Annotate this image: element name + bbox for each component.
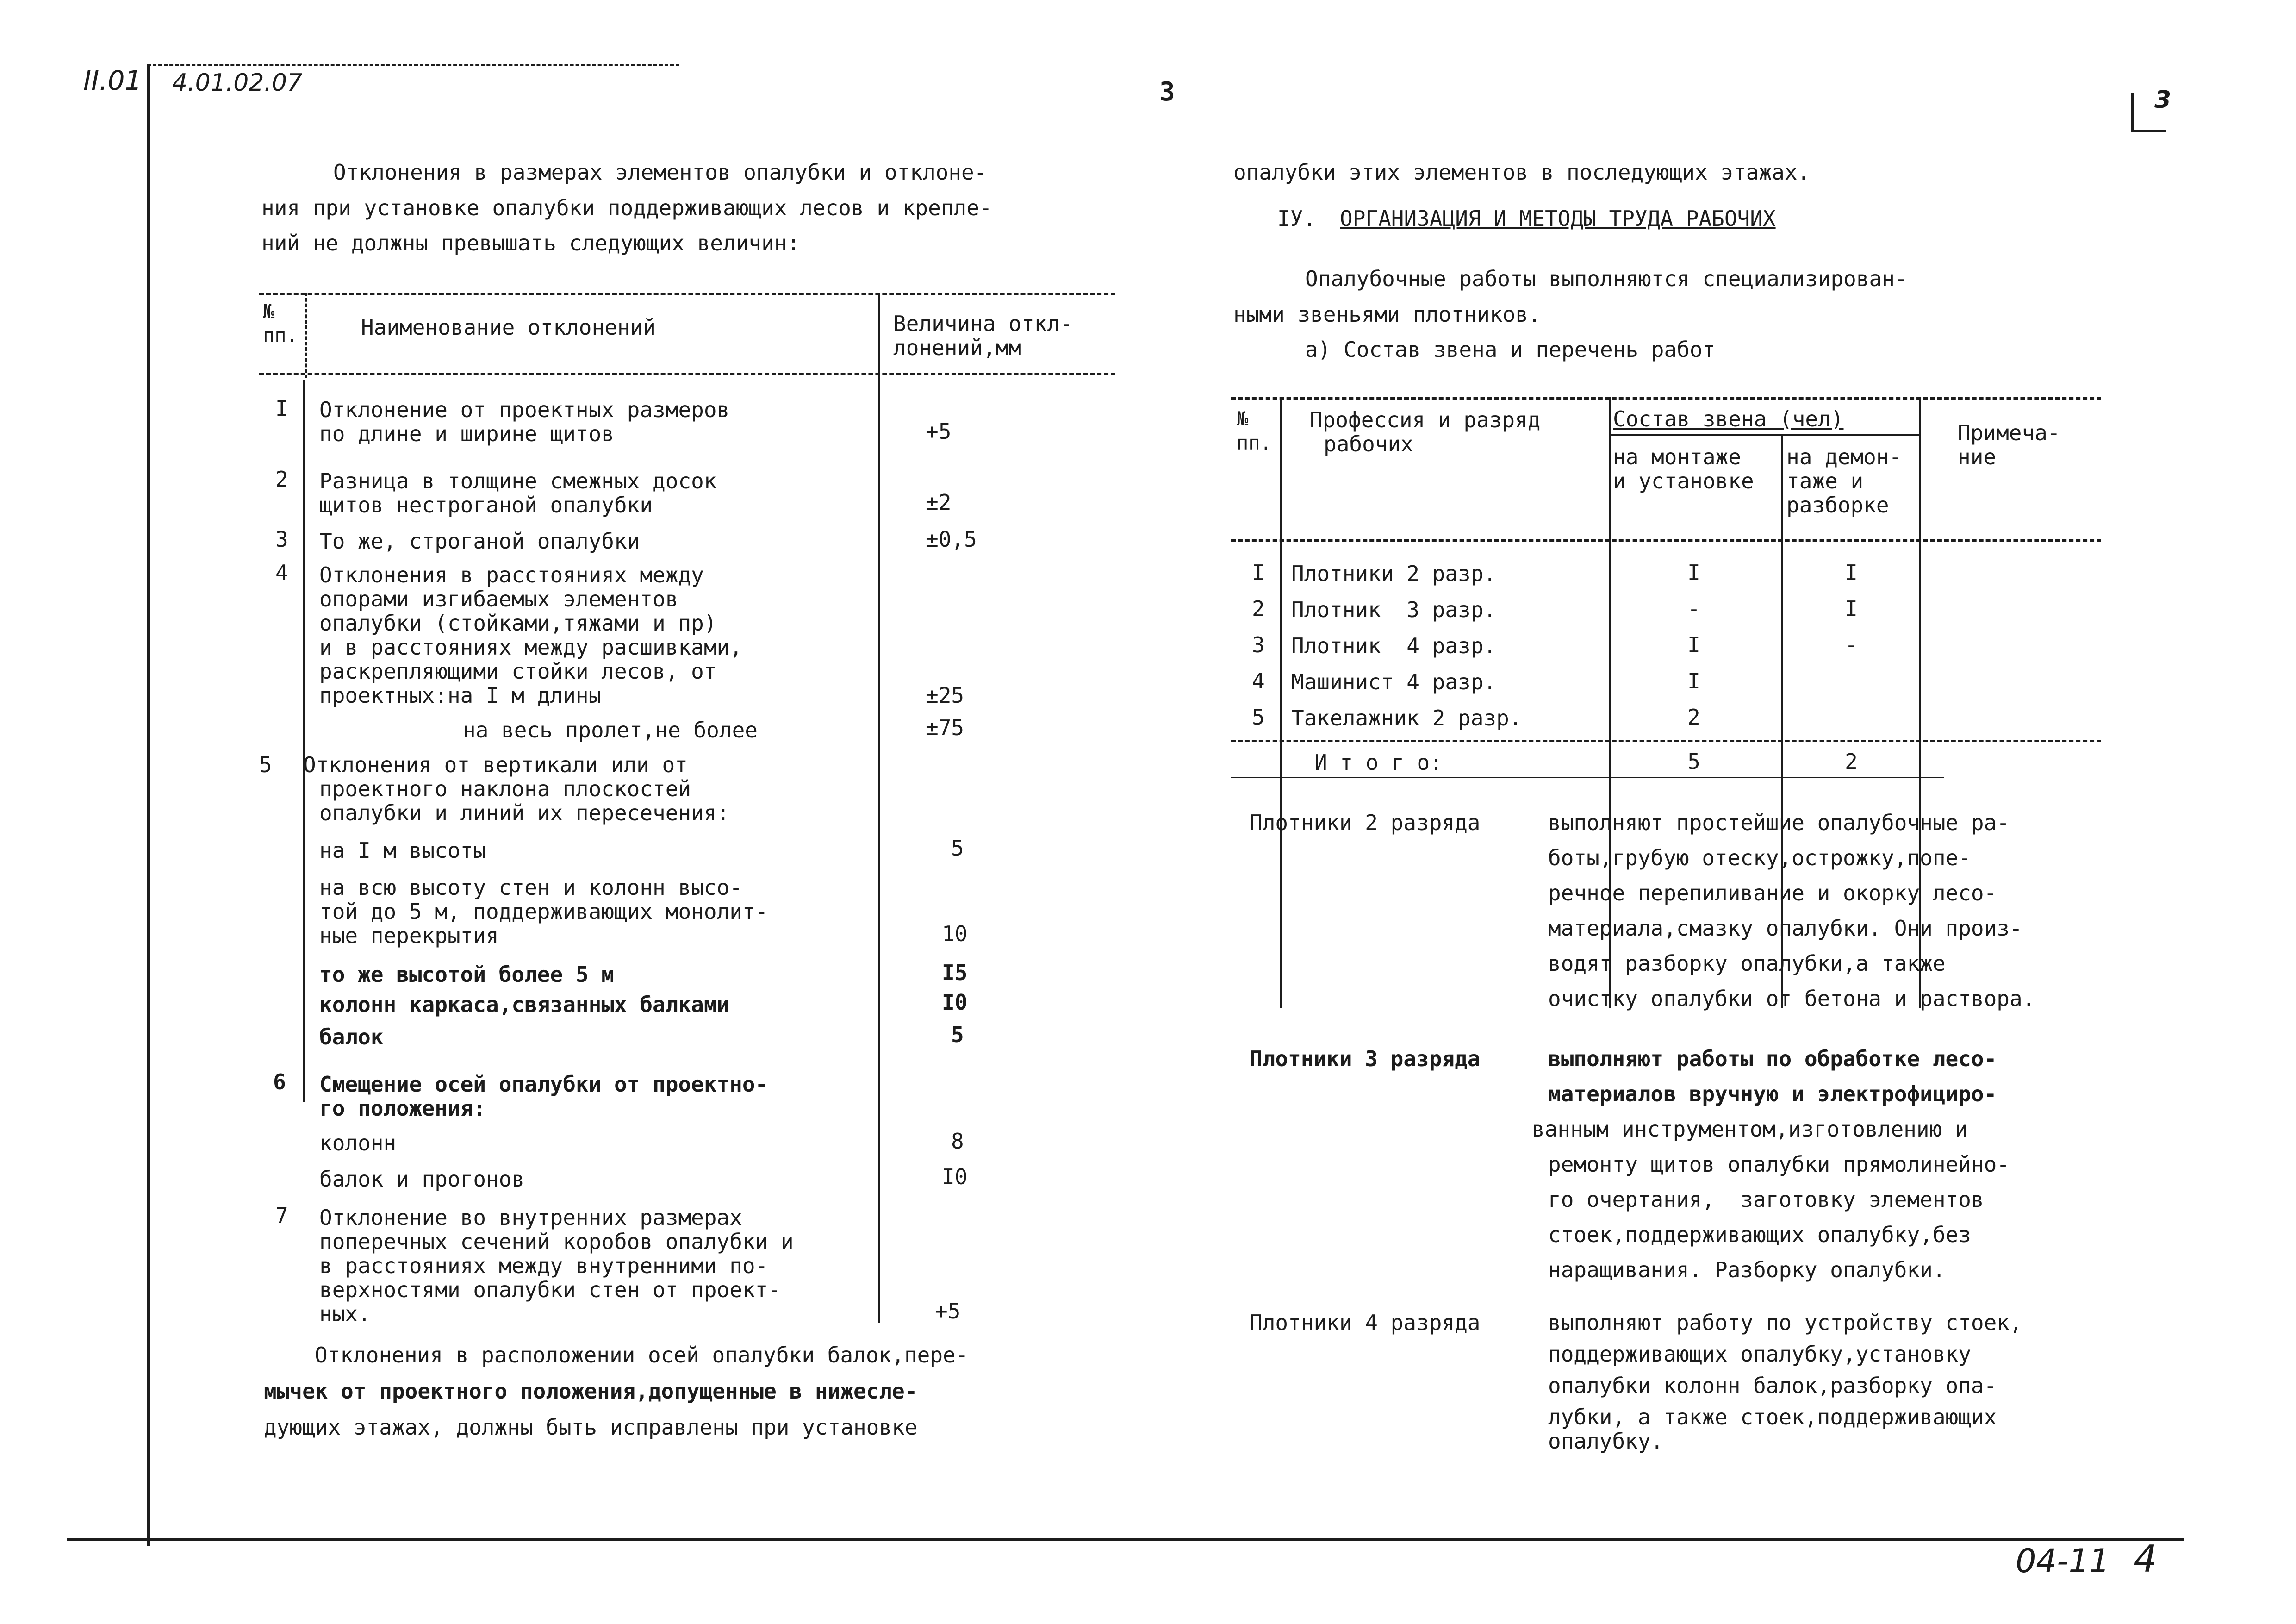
corner-mark-bracket-h — [2131, 130, 2166, 132]
right-table-h-num-2: пп. — [1237, 431, 1272, 454]
left-row-text: проектного наклона плоскостей — [319, 776, 691, 801]
left-intro-line-3: ний не должны превышать следующих величин: — [261, 231, 800, 256]
left-row-value: I0 — [942, 1164, 968, 1189]
left-table-h-value-2: лонений,мм — [893, 335, 1021, 360]
right-total-dismount: 2 — [1845, 749, 1858, 774]
left-row-value: I0 — [942, 990, 968, 1015]
duty-line: наращивания. Разборку опалубки. — [1548, 1257, 1946, 1282]
left-row-text: щитов нестроганой опалубки — [319, 493, 653, 518]
right-subtitle: а) Состав звена и перечень работ — [1305, 337, 1716, 362]
duty-line: лубки, а также стоек,поддерживающих — [1548, 1405, 1997, 1430]
left-row-text: Отклонение от проектных размеров — [319, 397, 730, 422]
left-after-line-1: Отклонения в расположении осей опалубки балок,пере- — [315, 1343, 969, 1368]
duty-line: поддерживающих опалубку,установку — [1548, 1342, 1971, 1367]
left-row-text: ных. — [319, 1301, 371, 1326]
right-table-h-mount-1: на монтаже — [1613, 444, 1741, 469]
right-table-h-note-2: ние — [1958, 444, 1997, 469]
right-table-h-group: Состав звена (чел) — [1613, 406, 1844, 431]
right-table-total-rule — [1231, 740, 2101, 742]
right-row-num: 4 — [1252, 668, 1265, 693]
duty-line: опалубку. — [1548, 1429, 1664, 1454]
right-table-bottom-rule — [1231, 777, 1944, 778]
left-row-text: балок и прогонов — [319, 1167, 525, 1192]
left-row-text: на всю высоту стен и колонн высо- — [319, 875, 742, 900]
right-row-prof: Машинист 4 разр. — [1291, 669, 1497, 694]
duty-line: выполняют простейшие опалубочные ра- — [1548, 810, 2010, 835]
left-table-h-num-2: пп. — [263, 324, 298, 347]
section-number: IУ. — [1277, 206, 1316, 231]
duty-label: Плотники 3 разряда — [1250, 1046, 1481, 1071]
right-table-h-num-1: № — [1237, 407, 1249, 430]
left-row-value: ±0,5 — [926, 527, 977, 552]
left-after-line-2: мычек от проектного положения,допущенные в нижесле- — [264, 1379, 918, 1404]
left-row-text: ные перекрытия — [319, 923, 499, 948]
right-table-h-dismount-1: на демон- — [1786, 444, 1902, 469]
right-row-prof: Такелажник 2 разр. — [1291, 706, 1522, 731]
left-row-value: ±2 — [926, 490, 952, 515]
left-table-divider-num-body — [303, 380, 305, 1102]
duty-label: Плотники 4 разряда — [1250, 1310, 1481, 1335]
right-table-group-rule — [1609, 434, 1919, 436]
left-row-value: 5 — [951, 836, 964, 861]
left-row-text: Отклонения в расстояниях между — [319, 562, 704, 587]
left-row-value: ±25 — [926, 683, 964, 708]
left-row-value: I5 — [942, 960, 968, 985]
right-row-mount: 2 — [1687, 705, 1700, 730]
right-row-mount: I — [1687, 632, 1700, 657]
left-row-text: той до 5 м, поддерживающих монолит- — [319, 899, 768, 924]
left-row-num: 5 — [259, 752, 272, 777]
duty-line: материала,смазку опалубки. Они произ- — [1548, 916, 2022, 941]
right-table-h-prof-1: Профессия и разряд — [1310, 407, 1541, 432]
page-number: 3 — [1159, 77, 1175, 107]
right-row-mount: I — [1687, 668, 1700, 693]
left-table-h-num-1: № — [263, 300, 275, 323]
left-row-num: 6 — [273, 1069, 286, 1094]
right-row-num: 2 — [1252, 596, 1265, 621]
right-row-dismount: - — [1845, 632, 1858, 657]
right-row-num: 3 — [1252, 632, 1265, 657]
left-row-text: опорами изгибаемых элементов — [319, 587, 678, 612]
duty-line: ванным инструментом,изготовлению и — [1532, 1117, 1968, 1142]
right-table-h-prof-2: рабочих — [1324, 431, 1413, 456]
left-row-text: верхностями опалубки стен от проект- — [319, 1277, 781, 1302]
left-row-text: го положения: — [319, 1096, 486, 1121]
right-total-mount: 5 — [1687, 749, 1700, 774]
doc-code-b: 4.01.02.07 — [172, 69, 303, 97]
duty-line: го очертания, заготовку элементов — [1548, 1187, 1984, 1212]
duty-line: ремонту щитов опалубки прямолинейно- — [1548, 1152, 2010, 1177]
left-row-num: 7 — [275, 1203, 288, 1228]
right-table-h-dismount-3: разборке — [1786, 493, 1889, 518]
doc-code-a: II.01 — [83, 65, 142, 96]
duty-line: выполняют работу по устройству стоек, — [1548, 1310, 2022, 1335]
left-row-text: и в расстояниях между расшивками, — [319, 635, 742, 660]
right-row-prof: Плотник 4 разр. — [1291, 633, 1497, 658]
left-table-h-name: Наименование отклонений — [361, 315, 656, 340]
right-row-mount: I — [1687, 560, 1700, 585]
left-table-header-rule — [259, 373, 1115, 375]
right-row-prof: Плотники 2 разр. — [1291, 561, 1497, 586]
duty-line: выполняют работы по обработке лесо- — [1548, 1046, 1997, 1071]
corner-mark: 3 — [2154, 86, 2172, 114]
right-table-top-rule — [1231, 397, 2101, 400]
right-intro-line-2: ными звеньями плотников. — [1233, 302, 1541, 327]
duty-line: речное перепиливание и окорку лесо- — [1548, 881, 1997, 906]
right-row-mount: - — [1687, 596, 1700, 621]
bottom-rule — [67, 1538, 2184, 1541]
left-row-text: раскрепляющими стойки лесов, от — [319, 659, 717, 684]
left-row-num: 4 — [275, 560, 288, 585]
left-row-text: в расстояниях между внутренними по- — [319, 1253, 768, 1278]
left-row-value: +5 — [926, 419, 952, 444]
right-row-num: I — [1252, 560, 1265, 585]
right-row-num: 5 — [1252, 705, 1265, 730]
left-row-text: Смещение осей опалубки от проектно- — [319, 1072, 768, 1097]
right-row-prof: Плотник 3 разр. — [1291, 597, 1497, 622]
left-row-text: поперечных сечений коробов опалубки и — [319, 1229, 794, 1254]
left-row-text: Разница в толщине смежных досок — [319, 468, 717, 493]
left-row-text: на I м высоты — [319, 838, 486, 863]
left-row-text: на весь пролет,не более — [463, 718, 758, 743]
left-table-divider-num — [305, 293, 307, 378]
right-table-h-mount-2: и установке — [1613, 468, 1754, 493]
left-row-value: 10 — [942, 921, 968, 946]
duty-line: материалов вручную и электрофициро- — [1548, 1081, 1997, 1106]
left-row-text: то же высотой более 5 м — [319, 962, 614, 987]
left-row-text: Отклонения от вертикали или от — [303, 752, 688, 777]
left-after-line-3: дующих этажах, должны быть исправлены при установке — [264, 1415, 918, 1440]
left-row-text: по длине и ширине щитов — [319, 421, 614, 446]
left-intro-line-2: ния при установке опалубки поддерживающих лесов и крепле- — [261, 195, 992, 220]
left-table-top-rule — [259, 293, 1115, 295]
corner-mark-bracket-v — [2131, 93, 2134, 132]
left-table-h-value-1: Величина откл- — [893, 311, 1073, 336]
left-margin-line — [147, 65, 150, 1546]
right-row-dismount: I — [1845, 560, 1858, 585]
left-row-text: То же, строганой опалубки — [319, 529, 640, 554]
duty-label: Плотники 2 разряда — [1250, 810, 1481, 835]
duty-line: водят разборку опалубки,а также — [1548, 951, 1946, 976]
section-title: ОРГАНИЗАЦИЯ И МЕТОДЫ ТРУДА РАБОЧИХ — [1340, 206, 1776, 231]
left-row-value: 5 — [951, 1022, 964, 1047]
left-row-text: колонн каркаса,связанных балками — [319, 992, 730, 1017]
footer-code: 04-11 — [2016, 1542, 2110, 1580]
left-row-text: колонн — [319, 1131, 397, 1156]
top-margin-line — [147, 64, 679, 66]
left-row-text: проектных:на I м длины — [319, 683, 602, 708]
right-intro-line-1: Опалубочные работы выполняются специализирован- — [1305, 266, 1908, 291]
right-row-dismount: I — [1845, 596, 1858, 621]
right-table-header-rule — [1231, 539, 2101, 542]
left-row-text: балок — [319, 1024, 384, 1049]
right-table-h-note-1: Примеча- — [1958, 420, 2060, 445]
left-row-text: опалубки (стойками,тяжами и пр) — [319, 611, 717, 636]
left-row-value: ±75 — [926, 715, 964, 740]
left-row-num: I — [275, 396, 288, 421]
left-row-text: Отклонение во внутренних размерах — [319, 1205, 742, 1230]
left-row-text: опалубки и линий их пересечения: — [319, 800, 730, 825]
duty-line: боты,грубую отеску,острожку,попе- — [1548, 845, 1971, 870]
footer-sheet: 4 — [2134, 1537, 2157, 1580]
right-continuation: опалубки этих элементов в последующих этажах. — [1233, 160, 1811, 185]
left-intro-line-1: Отклонения в размерах элементов опалубки и отклоне- — [333, 160, 987, 185]
duty-line: опалубки колонн балок,разборку опа- — [1548, 1373, 1997, 1398]
right-table-h-dismount-2: таже и — [1786, 468, 1864, 493]
left-table-divider-value — [878, 293, 880, 1323]
duty-line: очистку опалубки от бетона и раствора. — [1548, 986, 2035, 1011]
duty-line: стоек,поддерживающих опалубку,без — [1548, 1222, 1971, 1247]
left-row-value: +5 — [935, 1299, 961, 1324]
left-row-num: 3 — [275, 527, 288, 552]
right-total-label: И т о г о: — [1314, 750, 1443, 775]
left-row-num: 2 — [275, 467, 288, 492]
left-row-value: 8 — [951, 1129, 964, 1154]
right-table-divider-num — [1280, 397, 1282, 1008]
